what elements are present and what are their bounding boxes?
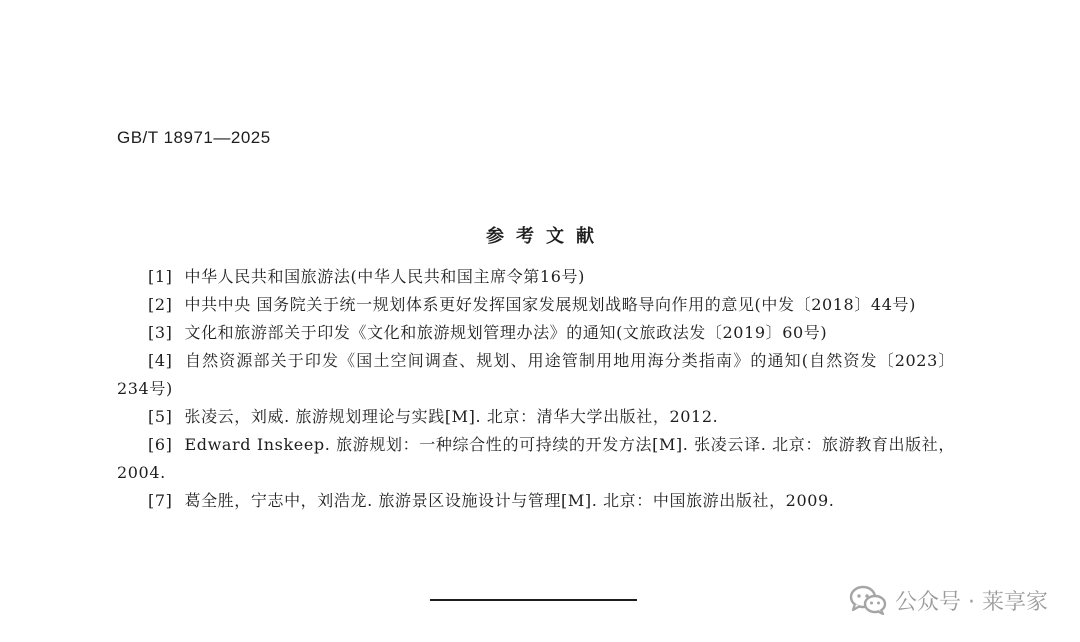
reference-number: [2]	[148, 295, 173, 314]
reference-number: [6]	[148, 435, 173, 454]
reference-item	[117, 291, 955, 319]
reference-text: 自然资源部关于印发《国土空间调查、规划、用途管制用地用海分类指南》的通知(自然资发〔2023〕234号)	[117, 351, 955, 398]
reference-text: 文化和旅游部关于印发《文化和旅游规划管理办法》的通知(文旅政法发〔2019〕60号)	[184, 323, 828, 342]
reference-number: [1]	[148, 267, 173, 286]
reference-item	[117, 319, 955, 347]
reference-number: [4]	[148, 351, 173, 370]
reference-text: 张凌云，刘威. 旅游规划理论与实践[M]. 北京：清华大学出版社，2012.	[184, 407, 719, 426]
document-id: GB/T 18971—2025	[117, 128, 271, 147]
reference-item	[117, 403, 955, 431]
reference-text: 中华人民共和国旅游法(中华人民共和国主席令第16号)	[184, 267, 585, 286]
reference-item	[117, 487, 955, 515]
reference-item	[117, 347, 955, 403]
section-title: 参考文献	[486, 226, 606, 247]
watermark-text: 公众号 · 莱享家	[895, 589, 1048, 615]
reference-text: 葛全胜，宁志中，刘浩龙. 旅游景区设施设计与管理[M]. 北京：中国旅游出版社，2009.	[184, 491, 835, 510]
reference-number: [5]	[148, 407, 173, 426]
reference-number: [7]	[148, 491, 173, 510]
reference-text: 中共中央 国务院关于统一规划体系更好发挥国家发展规划战略导向作用的意见(中发〔2018〕44号)	[184, 295, 916, 314]
reference-text: Edward Inskeep. 旅游规划：一种综合性的可持续的开发方法[M]. 张凌云译. 北京：旅游教育出版社，2004.	[117, 435, 955, 482]
end-rule	[430, 599, 637, 601]
reference-list	[117, 263, 955, 515]
watermark	[849, 583, 1048, 617]
reference-item	[117, 263, 955, 291]
reference-item	[117, 431, 955, 487]
reference-number: [3]	[148, 323, 173, 342]
wechat-icon	[849, 585, 887, 615]
